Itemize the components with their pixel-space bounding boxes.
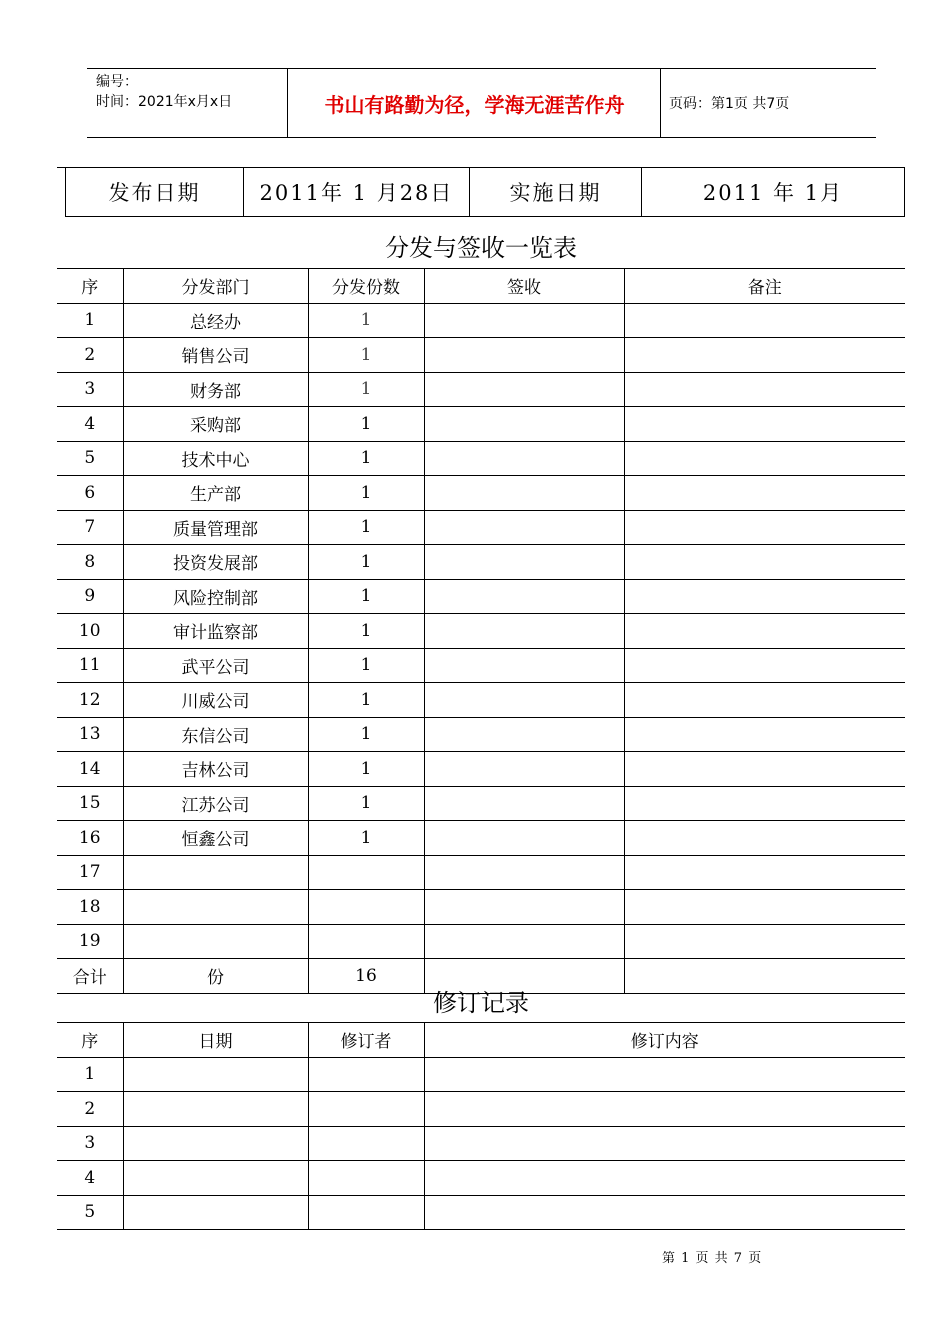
signature-cell bbox=[424, 303, 624, 338]
note-cell bbox=[624, 510, 905, 545]
table-row bbox=[57, 752, 905, 787]
row-number-cell: 4 bbox=[57, 407, 123, 442]
signature-cell bbox=[424, 648, 624, 683]
table-row bbox=[57, 717, 905, 752]
effective-date-label: 实施日期 bbox=[469, 168, 641, 216]
row-number-cell: 2 bbox=[57, 338, 123, 373]
signature-cell bbox=[424, 476, 624, 511]
department-cell bbox=[123, 890, 308, 925]
table-row bbox=[57, 786, 905, 821]
signature-cell bbox=[424, 717, 624, 752]
column-header: 分发部门 bbox=[123, 269, 308, 304]
table-row bbox=[57, 1092, 905, 1127]
table-row bbox=[57, 476, 905, 511]
copies-cell: 1 bbox=[308, 407, 424, 442]
note-cell bbox=[624, 545, 905, 580]
department-cell: 质量管理部 bbox=[123, 510, 308, 545]
revision-table bbox=[57, 1022, 905, 1230]
row-number-cell: 6 bbox=[57, 476, 123, 511]
date-cell bbox=[123, 1126, 308, 1161]
note-cell bbox=[624, 924, 905, 959]
row-number-cell: 12 bbox=[57, 683, 123, 718]
page-footer: 第 1 页 共 7 页 bbox=[662, 1251, 763, 1266]
table-row bbox=[57, 579, 905, 614]
table-header-row bbox=[57, 1023, 905, 1058]
copies-cell: 1 bbox=[308, 717, 424, 752]
table-row bbox=[57, 338, 905, 373]
copies-cell: 1 bbox=[308, 579, 424, 614]
row-number-cell: 11 bbox=[57, 648, 123, 683]
table-row bbox=[57, 890, 905, 925]
column-header: 修订者 bbox=[308, 1023, 424, 1058]
row-number-cell: 4 bbox=[57, 1161, 123, 1196]
table-row bbox=[57, 1126, 905, 1161]
row-number-cell: 15 bbox=[57, 786, 123, 821]
note-cell bbox=[624, 476, 905, 511]
content-cell bbox=[424, 1126, 905, 1161]
content-cell bbox=[424, 1195, 905, 1230]
signature-cell bbox=[424, 821, 624, 856]
table-row bbox=[57, 1195, 905, 1230]
row-number-cell: 2 bbox=[57, 1092, 123, 1127]
department-cell: 审计监察部 bbox=[123, 614, 308, 649]
note-cell bbox=[624, 407, 905, 442]
department-cell: 生产部 bbox=[123, 476, 308, 511]
document-number-label: 编号： bbox=[96, 74, 138, 90]
total-copies-cell: 16 bbox=[308, 959, 424, 994]
table-row bbox=[57, 683, 905, 718]
row-number-cell: 3 bbox=[57, 372, 123, 407]
table-row bbox=[57, 510, 905, 545]
copies-cell bbox=[308, 855, 424, 890]
issue-date-label: 发布日期 bbox=[108, 181, 201, 205]
distribution-title: 分发与签收一览表 bbox=[385, 234, 577, 262]
total-label-cell: 合计 bbox=[57, 959, 123, 994]
header-meta bbox=[96, 72, 286, 112]
row-number-cell: 18 bbox=[57, 890, 123, 925]
note-cell bbox=[624, 441, 905, 476]
note-cell bbox=[624, 855, 905, 890]
department-cell: 销售公司 bbox=[123, 338, 308, 373]
table-row bbox=[57, 855, 905, 890]
table-row bbox=[57, 821, 905, 856]
reviser-cell bbox=[308, 1092, 424, 1127]
department-cell bbox=[123, 855, 308, 890]
date-cell bbox=[123, 1057, 308, 1092]
department-cell: 吉林公司 bbox=[123, 752, 308, 787]
copies-cell: 1 bbox=[308, 821, 424, 856]
signature-cell bbox=[424, 855, 624, 890]
document-header bbox=[87, 68, 876, 138]
row-number-cell: 1 bbox=[57, 1057, 123, 1092]
column-header: 修订内容 bbox=[424, 1023, 905, 1058]
department-cell: 总经办 bbox=[123, 303, 308, 338]
reviser-cell bbox=[308, 1195, 424, 1230]
signature-cell bbox=[424, 924, 624, 959]
table-row bbox=[57, 924, 905, 959]
copies-cell: 1 bbox=[308, 372, 424, 407]
copies-cell bbox=[308, 924, 424, 959]
row-number-cell: 5 bbox=[57, 441, 123, 476]
reviser-cell bbox=[308, 1057, 424, 1092]
column-header: 分发份数 bbox=[308, 269, 424, 304]
content-cell bbox=[424, 1092, 905, 1127]
row-number-cell: 19 bbox=[57, 924, 123, 959]
note-cell bbox=[624, 579, 905, 614]
copies-cell: 1 bbox=[308, 338, 424, 373]
table-row bbox=[57, 545, 905, 580]
copies-cell: 1 bbox=[308, 545, 424, 580]
table-row bbox=[57, 1057, 905, 1092]
department-cell: 恒鑫公司 bbox=[123, 821, 308, 856]
reviser-cell bbox=[308, 1161, 424, 1196]
header-motto: 书山有路勤为径，学海无涯苦作舟 bbox=[324, 92, 625, 117]
row-number-cell: 16 bbox=[57, 821, 123, 856]
issue-date-value: 2011年 1 月28日 bbox=[243, 168, 469, 216]
copies-cell: 1 bbox=[308, 648, 424, 683]
department-cell: 川威公司 bbox=[123, 683, 308, 718]
row-number-cell: 13 bbox=[57, 717, 123, 752]
row-number-cell: 5 bbox=[57, 1195, 123, 1230]
content-cell bbox=[424, 1057, 905, 1092]
column-header: 签收 bbox=[424, 269, 624, 304]
row-number-cell: 9 bbox=[57, 579, 123, 614]
row-number-cell: 1 bbox=[57, 303, 123, 338]
signature-cell bbox=[424, 579, 624, 614]
note-cell bbox=[624, 890, 905, 925]
date-row bbox=[65, 167, 905, 217]
copies-cell bbox=[308, 890, 424, 925]
department-cell: 东信公司 bbox=[123, 717, 308, 752]
department-cell: 武平公司 bbox=[123, 648, 308, 683]
signature-cell bbox=[424, 614, 624, 649]
table-header-row bbox=[57, 269, 905, 304]
date-cell bbox=[123, 1195, 308, 1230]
copies-cell: 1 bbox=[308, 303, 424, 338]
copies-cell: 1 bbox=[308, 441, 424, 476]
table-row bbox=[57, 303, 905, 338]
note-cell bbox=[624, 338, 905, 373]
department-cell: 风险控制部 bbox=[123, 579, 308, 614]
note-cell bbox=[624, 717, 905, 752]
column-header: 日期 bbox=[123, 1023, 308, 1058]
header-page-info: 页码：第1页 共7页 bbox=[669, 96, 790, 112]
effective-date-value: 2011 年 1月 bbox=[641, 168, 904, 216]
signature-cell bbox=[424, 407, 624, 442]
note-cell bbox=[624, 303, 905, 338]
column-header: 序 bbox=[57, 1023, 123, 1058]
signature-cell bbox=[424, 683, 624, 718]
table-row bbox=[57, 441, 905, 476]
column-header: 备注 bbox=[624, 269, 905, 304]
note-cell bbox=[624, 752, 905, 787]
row-number-cell: 7 bbox=[57, 510, 123, 545]
table-row bbox=[57, 1161, 905, 1196]
row-number-cell: 14 bbox=[57, 752, 123, 787]
copies-cell: 1 bbox=[308, 683, 424, 718]
department-cell bbox=[123, 924, 308, 959]
row-number-cell: 17 bbox=[57, 855, 123, 890]
table-row bbox=[57, 407, 905, 442]
copies-cell: 1 bbox=[308, 614, 424, 649]
total-unit-cell: 份 bbox=[123, 959, 308, 994]
date-cell bbox=[123, 1092, 308, 1127]
revision-title: 修订记录 bbox=[433, 989, 529, 1017]
department-cell: 投资发展部 bbox=[123, 545, 308, 580]
note-cell bbox=[624, 786, 905, 821]
note-cell bbox=[624, 648, 905, 683]
document-time: 时间：2021年x月x日 bbox=[96, 94, 233, 110]
column-header: 序 bbox=[57, 269, 123, 304]
signature-cell bbox=[424, 890, 624, 925]
copies-cell: 1 bbox=[308, 786, 424, 821]
signature-cell bbox=[424, 786, 624, 821]
signature-cell bbox=[424, 752, 624, 787]
table-row bbox=[57, 614, 905, 649]
note-cell bbox=[624, 372, 905, 407]
department-cell: 采购部 bbox=[123, 407, 308, 442]
row-number-cell: 10 bbox=[57, 614, 123, 649]
signature-cell bbox=[424, 338, 624, 373]
copies-cell: 1 bbox=[308, 752, 424, 787]
row-number-cell: 3 bbox=[57, 1126, 123, 1161]
signature-cell bbox=[424, 510, 624, 545]
distribution-table bbox=[57, 268, 905, 994]
copies-cell: 1 bbox=[308, 476, 424, 511]
department-cell: 技术中心 bbox=[123, 441, 308, 476]
row-number-cell: 8 bbox=[57, 545, 123, 580]
signature-cell bbox=[424, 372, 624, 407]
signature-cell bbox=[424, 545, 624, 580]
note-cell bbox=[624, 614, 905, 649]
copies-cell: 1 bbox=[308, 510, 424, 545]
table-row bbox=[57, 372, 905, 407]
date-cell bbox=[123, 1161, 308, 1196]
content-cell bbox=[424, 1161, 905, 1196]
signature-cell bbox=[424, 441, 624, 476]
note-cell bbox=[624, 683, 905, 718]
table-row bbox=[57, 648, 905, 683]
reviser-cell bbox=[308, 1126, 424, 1161]
note-cell bbox=[624, 821, 905, 856]
department-cell: 江苏公司 bbox=[123, 786, 308, 821]
department-cell: 财务部 bbox=[123, 372, 308, 407]
